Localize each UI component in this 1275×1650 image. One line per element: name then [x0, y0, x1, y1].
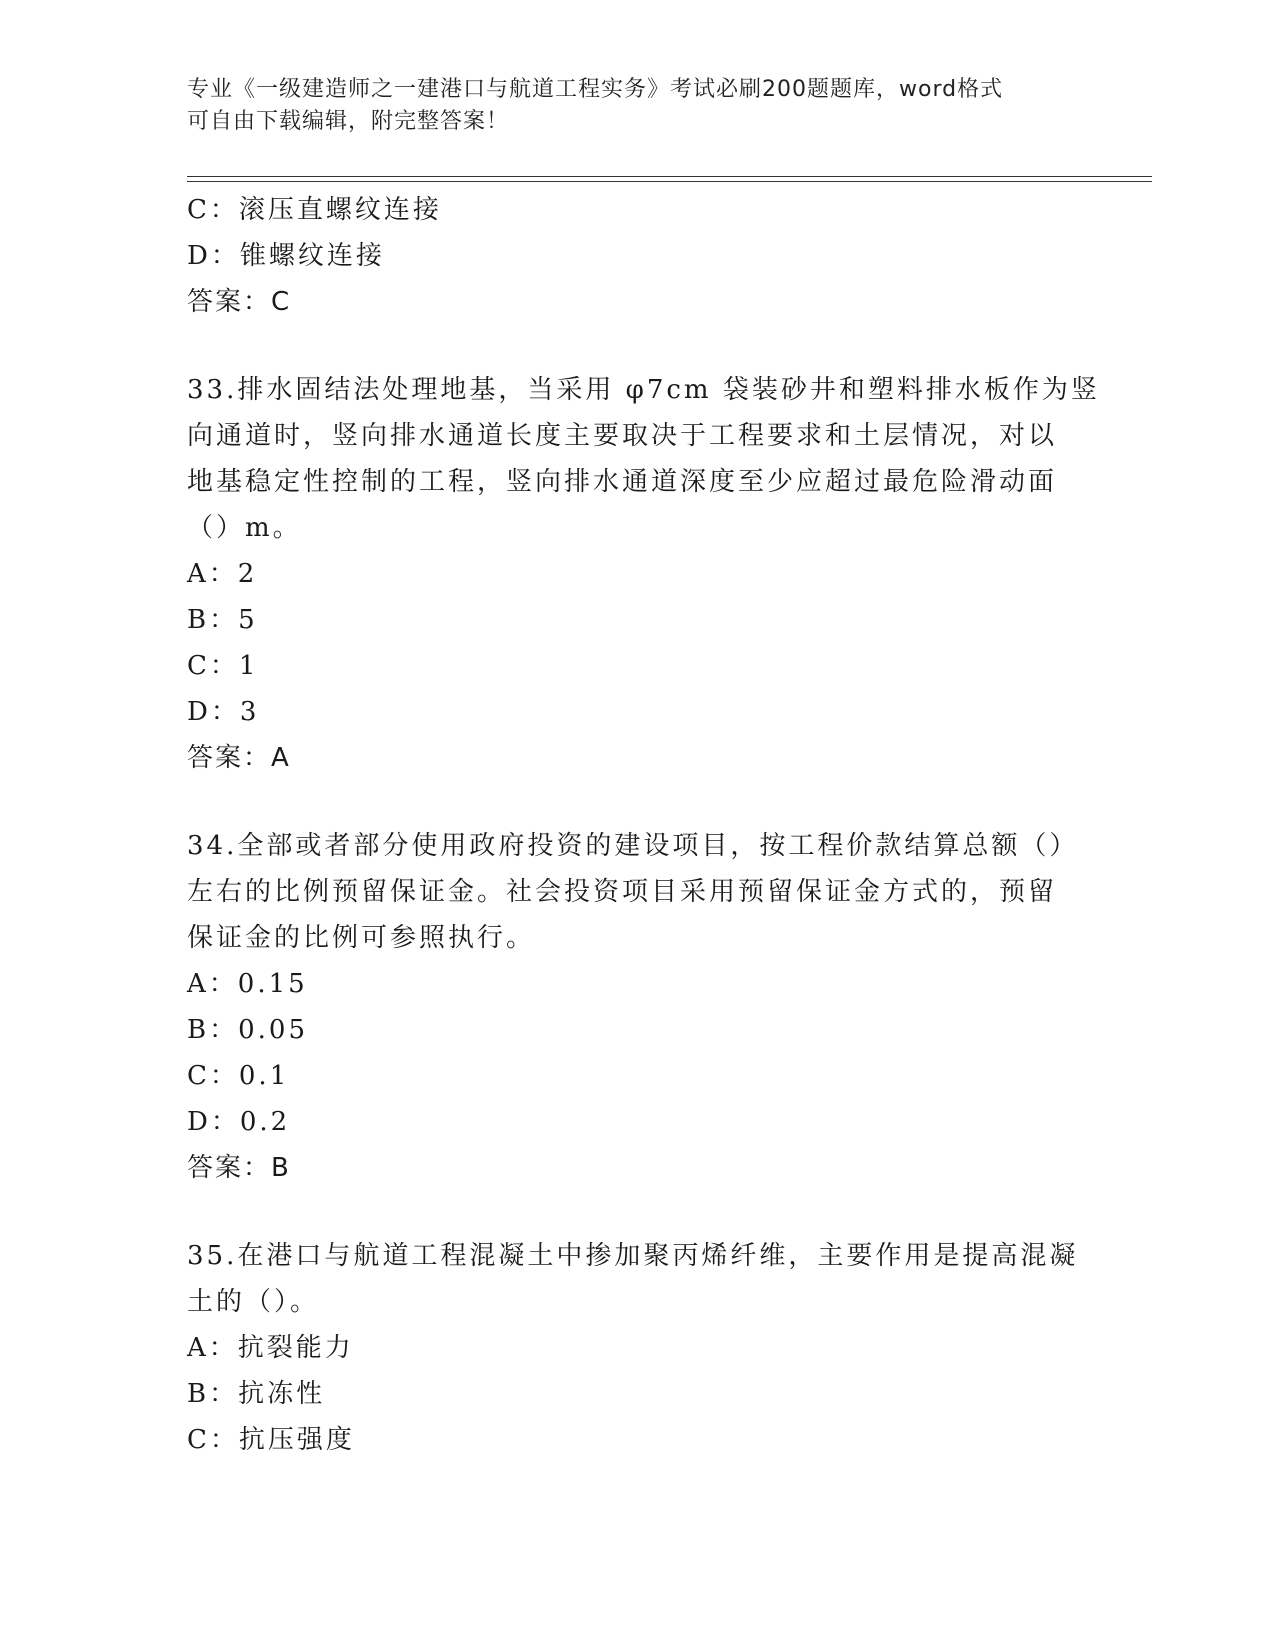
question-text-line: 土的（）。 [187, 1287, 320, 1317]
question-text-line: 左右的比例预留保证金。社会投资项目采用预留保证金方式的，预留 [187, 877, 1058, 907]
option-c: C：1 [187, 651, 259, 681]
option-c: C：抗压强度 [187, 1425, 355, 1455]
option-b: B：5 [187, 605, 258, 635]
question-text-line: 35.在港口与航道工程混凝土中掺加聚丙烯纤维，主要作用是提高混凝 [187, 1241, 1079, 1271]
option-d: D：0.2 [187, 1107, 291, 1137]
option-c: C：滚压直螺纹连接 [187, 195, 442, 225]
option-a: A：抗裂能力 [187, 1333, 354, 1363]
option-d: D：3 [187, 697, 260, 727]
header-line-1: 专业《一级建造师之一建港口与航道工程实务》考试必刷200题题库，word格式 [187, 77, 1004, 102]
header-rule-bottom [187, 181, 1152, 182]
answer: 答案：A [187, 743, 291, 773]
answer: 答案：B [187, 1153, 291, 1183]
question-continuation [187, 187, 1087, 325]
question-text-line: 33.排水固结法处理地基，当采用 φ7cm 袋装砂井和塑料排水板作为竖 [187, 375, 1100, 405]
header-line-2: 可自由下载编辑，附完整答案！ [187, 109, 510, 134]
question-text-line: 34.全部或者部分使用政府投资的建设项目，按工程价款结算总额（） [187, 831, 1079, 861]
header-rule-top [187, 176, 1152, 177]
question-35 [187, 1233, 1087, 1463]
question-33 [187, 367, 1100, 781]
option-a: A：2 [187, 559, 258, 589]
option-c: C：0.1 [187, 1061, 290, 1091]
answer: 答案：C [187, 287, 292, 317]
option-d: D：锥螺纹连接 [187, 241, 385, 271]
option-a: A：0.15 [187, 969, 308, 999]
question-text-line: 保证金的比例可参照执行。 [187, 923, 536, 953]
question-text-line: （）m。 [187, 513, 302, 543]
option-b: B：0.05 [187, 1015, 308, 1045]
question-text-line: 向通道时，竖向排水通道长度主要取决于工程要求和土层情况，对以 [187, 421, 1058, 451]
document-header [187, 74, 1087, 138]
question-text-line: 地基稳定性控制的工程，竖向排水通道深度至少应超过最危险滑动面 [187, 467, 1058, 497]
option-b: B：抗冻性 [187, 1379, 326, 1409]
question-34 [187, 823, 1087, 1191]
document-body [187, 187, 1100, 1463]
